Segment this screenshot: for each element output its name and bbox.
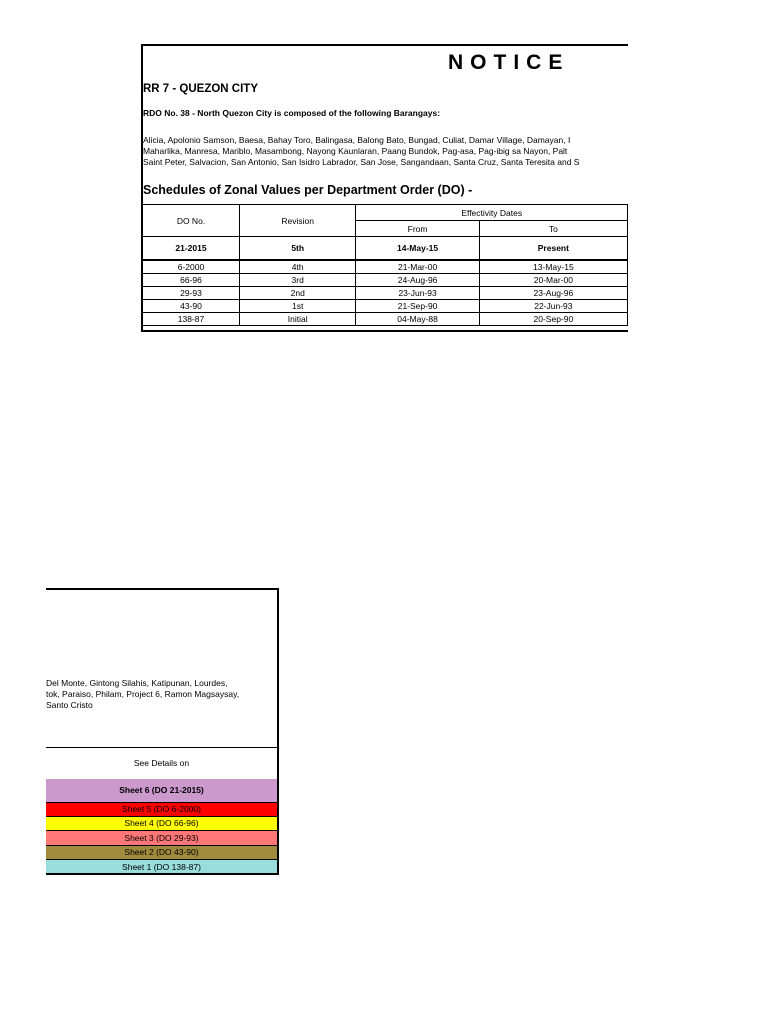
- cell-do-no: 138-87: [143, 313, 239, 326]
- table-row: [143, 287, 628, 300]
- table-row: [143, 300, 628, 313]
- cell-to: 20-Mar-00: [479, 274, 627, 287]
- cell-from: 23-Jun-93: [356, 287, 479, 300]
- cell-do-no: 29-93: [143, 287, 239, 300]
- notice-sheet-continuation: [46, 588, 279, 875]
- cell-do-no: 43-90: [143, 300, 239, 313]
- cell-revision: Initial: [239, 313, 355, 326]
- sheet-link-2[interactable]: Sheet 2 (DO 43-90): [46, 846, 277, 860]
- header-effectivity: Effectivity Dates: [356, 205, 628, 221]
- cell-from: 24-Aug-96: [356, 274, 479, 287]
- table-row: [143, 313, 628, 326]
- cell-revision: 2nd: [239, 287, 355, 300]
- cell-from: 21-Sep-90: [356, 300, 479, 313]
- barangay-line-cont-1: Del Monte, Gintong Silahis, Katipunan, Lourdes,: [46, 678, 228, 688]
- cell-from: 14-May-15: [356, 237, 479, 261]
- region-label: RR 7 - QUEZON CITY: [143, 83, 259, 95]
- table-row: [143, 274, 628, 287]
- cell-to: 23-Aug-96: [479, 287, 627, 300]
- sheet-link-5[interactable]: Sheet 5 (DO 6-2000): [46, 803, 277, 817]
- cell-revision: 3rd: [239, 274, 355, 287]
- notice-title: NOTICE: [448, 51, 570, 74]
- barangay-line-1: Alicia, Apolonio Samson, Baesa, Bahay Toro, Balingasa, Balong Bato, Bungad, Culiat, Damar Village, Damayan, I: [143, 135, 571, 145]
- barangay-line-2: Maharlika, Manresa, Mariblo, Masambong, Nayong Kaunlaran, Paang Bundok, Pag-asa, Pag-ibig sa Nayon, Palt: [143, 146, 568, 156]
- cell-revision: 5th: [239, 237, 355, 261]
- cell-revision: 4th: [239, 260, 355, 274]
- table-row: [143, 260, 628, 274]
- cell-to: 13-May-15: [479, 260, 627, 274]
- cell-from: 04-May-88: [356, 313, 479, 326]
- sheet-link-4[interactable]: Sheet 4 (DO 66-96): [46, 817, 277, 831]
- barangay-line-cont-3: Santo Cristo: [46, 700, 93, 710]
- sheet-link-3[interactable]: Sheet 3 (DO 29-93): [46, 831, 277, 846]
- cell-do-no: 66-96: [143, 274, 239, 287]
- cell-do-no: 21-2015: [143, 237, 239, 261]
- sheet-link-1[interactable]: Sheet 1 (DO 138-87): [46, 860, 277, 875]
- header-to: To: [479, 221, 627, 237]
- barangay-line-3: Saint Peter, Salvacion, San Antonio, San Isidro Labrador, San Jose, Sangandaan, Santa Cruz, Santa Teresita and S: [143, 157, 580, 167]
- cell-do-no: 6-2000: [143, 260, 239, 274]
- notice-sheet-top: [141, 44, 628, 332]
- do-schedule-table: [143, 204, 628, 326]
- header-do-no: DO No.: [143, 205, 239, 237]
- cell-to: Present: [479, 237, 627, 261]
- sheet-link-6[interactable]: Sheet 6 (DO 21-2015): [46, 779, 277, 803]
- header-from: From: [356, 221, 479, 237]
- cell-to: 22-Jun-93: [479, 300, 627, 313]
- cell-revision: 1st: [239, 300, 355, 313]
- cell-from: 21-Mar-00: [356, 260, 479, 274]
- header-revision: Revision: [239, 205, 355, 237]
- see-details-label: See Details on: [46, 747, 277, 780]
- cell-to: 20-Sep-90: [479, 313, 627, 326]
- rdo-description: RDO No. 38 - North Quezon City is composed of the following Barangays:: [143, 108, 441, 118]
- barangay-line-cont-2: tok, Paraiso, Philam, Project 6, Ramon Magsaysay,: [46, 689, 240, 699]
- table-row-current: [143, 237, 628, 261]
- schedules-heading: Schedules of Zonal Values per Department Order (DO) -: [143, 183, 473, 197]
